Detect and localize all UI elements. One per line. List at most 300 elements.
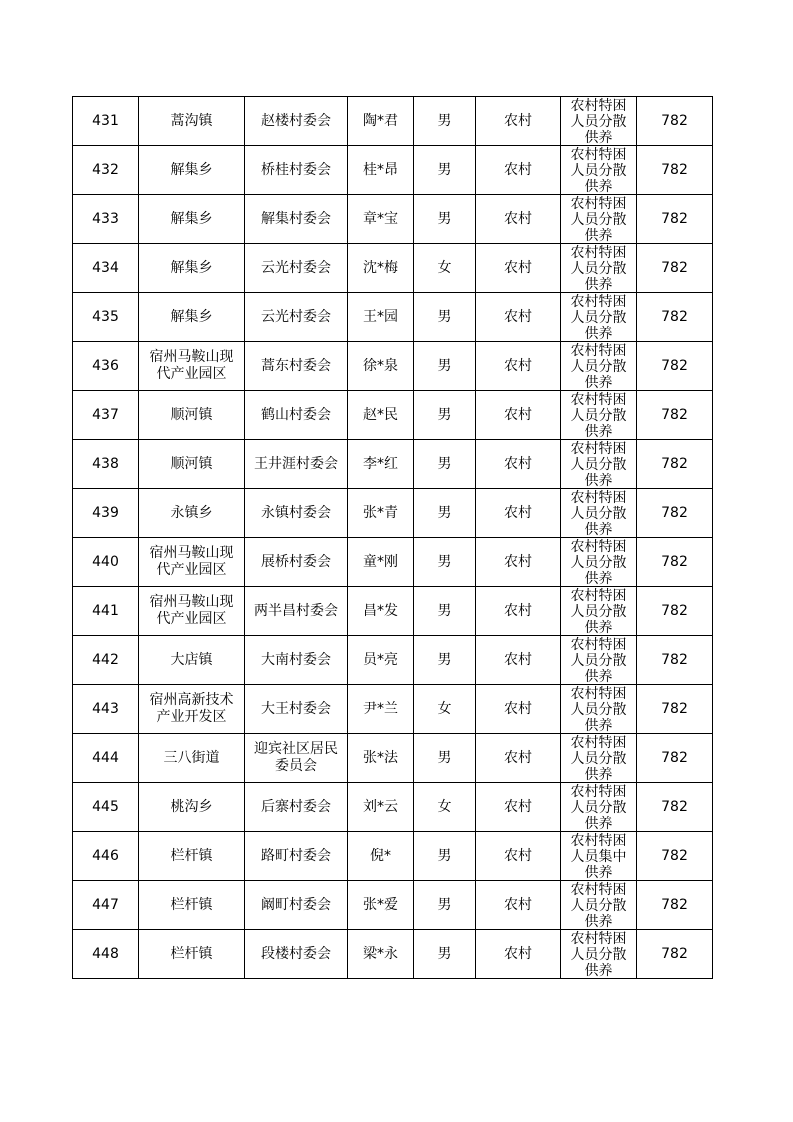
name-cell (348, 881, 414, 930)
village-cell (245, 587, 348, 636)
row-number (73, 636, 139, 685)
category-cell (561, 538, 637, 587)
amount-cell-text: 782 (661, 700, 688, 717)
area-cell (476, 244, 561, 293)
category-cell (561, 587, 637, 636)
village-cell-text: 段楼村委会 (261, 945, 331, 962)
table-row (73, 342, 713, 391)
area-cell (476, 734, 561, 783)
gender-cell (414, 489, 476, 538)
row-number (73, 391, 139, 440)
area-cell-text: 农村 (504, 847, 532, 864)
area-cell-text: 农村 (504, 259, 532, 276)
gender-cell (414, 734, 476, 783)
name-cell (348, 342, 414, 391)
amount-cell (637, 146, 713, 195)
category-cell-text: 农村特困人员分散供养 (570, 539, 627, 586)
category-cell (561, 244, 637, 293)
amount-cell-text: 782 (661, 896, 688, 913)
village-cell (245, 391, 348, 440)
village-cell (245, 489, 348, 538)
table-row (73, 685, 713, 734)
area-cell (476, 146, 561, 195)
name-cell (348, 832, 414, 881)
row-number (73, 342, 139, 391)
gender-cell (414, 832, 476, 881)
gender-cell-text: 男 (437, 357, 452, 374)
name-cell-text: 章*宝 (363, 210, 398, 227)
town-cell (139, 587, 245, 636)
area-cell-text: 农村 (504, 553, 532, 570)
category-cell-text: 农村特困人员分散供养 (570, 196, 627, 243)
area-cell-text: 农村 (504, 161, 532, 178)
row-number (73, 146, 139, 195)
category-cell-text: 农村特困人员分散供养 (570, 147, 627, 194)
row-number-text: 436 (92, 357, 119, 374)
category-cell (561, 146, 637, 195)
gender-cell-text: 男 (437, 504, 452, 521)
category-cell (561, 734, 637, 783)
area-cell-text: 农村 (504, 798, 532, 815)
town-cell-text: 宿州高新技术产业开发区 (149, 692, 234, 725)
name-cell-text: 徐*泉 (363, 357, 398, 374)
village-cell-text: 大王村委会 (261, 700, 331, 717)
town-cell (139, 930, 245, 979)
table-row (73, 636, 713, 685)
category-cell-text: 农村特困人员分散供养 (570, 588, 627, 635)
name-cell (348, 146, 414, 195)
town-cell-text: 宿州马鞍山现代产业园区 (149, 594, 234, 627)
area-cell (476, 587, 561, 636)
name-cell-text: 梁*永 (363, 945, 398, 962)
name-cell-text: 倪* (370, 847, 391, 864)
table-row (73, 195, 713, 244)
category-cell (561, 783, 637, 832)
row-number (73, 832, 139, 881)
town-cell (139, 244, 245, 293)
name-cell-text: 赵*民 (363, 406, 398, 423)
name-cell (348, 930, 414, 979)
name-cell-text: 昌*发 (363, 602, 398, 619)
gender-cell (414, 391, 476, 440)
village-cell-text: 赵楼村委会 (261, 112, 331, 129)
table-row (73, 930, 713, 979)
amount-cell (637, 489, 713, 538)
category-cell-text: 农村特困人员分散供养 (570, 245, 627, 292)
gender-cell-text: 男 (437, 651, 452, 668)
gender-cell-text: 男 (437, 945, 452, 962)
town-cell-text: 解集乡 (170, 259, 213, 276)
row-number (73, 293, 139, 342)
row-number-text: 443 (92, 700, 119, 717)
category-cell (561, 391, 637, 440)
gender-cell (414, 146, 476, 195)
village-cell (245, 881, 348, 930)
village-cell (245, 685, 348, 734)
town-cell (139, 440, 245, 489)
village-cell-text: 阚町村委会 (261, 896, 331, 913)
name-cell (348, 636, 414, 685)
gender-cell (414, 293, 476, 342)
town-cell (139, 881, 245, 930)
category-cell (561, 195, 637, 244)
row-number (73, 538, 139, 587)
table-body (73, 97, 713, 979)
town-cell (139, 489, 245, 538)
gender-cell (414, 97, 476, 146)
category-cell (561, 930, 637, 979)
category-cell (561, 489, 637, 538)
gender-cell-text: 女 (437, 798, 452, 815)
amount-cell-text: 782 (661, 602, 688, 619)
table-row (73, 146, 713, 195)
amount-cell (637, 881, 713, 930)
category-cell (561, 685, 637, 734)
name-cell-text: 尹*兰 (363, 700, 398, 717)
gender-cell (414, 538, 476, 587)
row-number-text: 434 (92, 259, 119, 276)
row-number (73, 244, 139, 293)
row-number (73, 440, 139, 489)
amount-cell-text: 782 (661, 847, 688, 864)
town-cell (139, 734, 245, 783)
area-cell (476, 489, 561, 538)
amount-cell-text: 782 (661, 504, 688, 521)
category-cell-text: 农村特困人员分散供养 (570, 98, 627, 145)
area-cell (476, 293, 561, 342)
village-cell-text: 云光村委会 (261, 308, 331, 325)
amount-cell (637, 734, 713, 783)
table-row (73, 734, 713, 783)
category-cell-text: 农村特困人员集中供养 (570, 833, 627, 880)
area-cell-text: 农村 (504, 749, 532, 766)
amount-cell (637, 636, 713, 685)
area-cell (476, 391, 561, 440)
name-cell (348, 538, 414, 587)
village-cell (245, 538, 348, 587)
gender-cell-text: 男 (437, 406, 452, 423)
gender-cell-text: 男 (437, 847, 452, 864)
category-cell-text: 农村特困人员分散供养 (570, 931, 627, 978)
village-cell-text: 解集村委会 (261, 210, 331, 227)
area-cell (476, 930, 561, 979)
town-cell-text: 解集乡 (170, 210, 213, 227)
town-cell-text: 顺河镇 (170, 455, 213, 472)
area-cell (476, 342, 561, 391)
table-row (73, 538, 713, 587)
amount-cell (637, 783, 713, 832)
town-cell (139, 97, 245, 146)
amount-cell (637, 391, 713, 440)
gender-cell (414, 342, 476, 391)
area-cell-text: 农村 (504, 308, 532, 325)
name-cell (348, 97, 414, 146)
town-cell (139, 832, 245, 881)
gender-cell-text: 男 (437, 112, 452, 129)
amount-cell-text: 782 (661, 553, 688, 570)
town-cell-text: 三八街道 (163, 749, 220, 766)
row-number (73, 734, 139, 783)
table-row (73, 97, 713, 146)
row-number-text: 448 (92, 945, 119, 962)
area-cell (476, 636, 561, 685)
village-cell (245, 146, 348, 195)
name-cell (348, 734, 414, 783)
village-cell (245, 342, 348, 391)
category-cell-text: 农村特困人员分散供养 (570, 343, 627, 390)
village-cell (245, 244, 348, 293)
name-cell-text: 童*刚 (363, 553, 398, 570)
gender-cell (414, 881, 476, 930)
table-row (73, 783, 713, 832)
category-cell-text: 农村特困人员分散供养 (570, 686, 627, 733)
area-cell-text: 农村 (504, 406, 532, 423)
row-number-text: 447 (92, 896, 119, 913)
gender-cell (414, 685, 476, 734)
town-cell-text: 解集乡 (170, 308, 213, 325)
village-cell-text: 后寨村委会 (261, 798, 331, 815)
table-row (73, 489, 713, 538)
category-cell (561, 293, 637, 342)
gender-cell-text: 女 (437, 700, 452, 717)
gender-cell-text: 男 (437, 308, 452, 325)
town-cell (139, 685, 245, 734)
amount-cell-text: 782 (661, 308, 688, 325)
amount-cell (637, 832, 713, 881)
name-cell-text: 张*青 (363, 504, 398, 521)
category-cell (561, 440, 637, 489)
village-cell (245, 930, 348, 979)
row-number-text: 441 (92, 602, 119, 619)
area-cell-text: 农村 (504, 651, 532, 668)
amount-cell (637, 293, 713, 342)
amount-cell (637, 685, 713, 734)
row-number-text: 442 (92, 651, 119, 668)
town-cell (139, 538, 245, 587)
area-cell (476, 538, 561, 587)
category-cell-text: 农村特困人员分散供养 (570, 294, 627, 341)
area-cell (476, 97, 561, 146)
village-cell-text: 蒿东村委会 (261, 357, 331, 374)
name-cell (348, 440, 414, 489)
gender-cell (414, 636, 476, 685)
table-row (73, 587, 713, 636)
row-number-text: 432 (92, 161, 119, 178)
row-number-text: 438 (92, 455, 119, 472)
row-number (73, 685, 139, 734)
name-cell (348, 293, 414, 342)
area-cell (476, 685, 561, 734)
gender-cell (414, 587, 476, 636)
amount-cell-text: 782 (661, 259, 688, 276)
gender-cell (414, 195, 476, 244)
area-cell (476, 440, 561, 489)
gender-cell-text: 女 (437, 259, 452, 276)
amount-cell-text: 782 (661, 798, 688, 815)
area-cell-text: 农村 (504, 945, 532, 962)
row-number (73, 881, 139, 930)
village-cell (245, 293, 348, 342)
name-cell-text: 张*法 (363, 749, 398, 766)
row-number (73, 783, 139, 832)
name-cell (348, 685, 414, 734)
town-cell (139, 342, 245, 391)
amount-cell-text: 782 (661, 455, 688, 472)
village-cell-text: 展桥村委会 (261, 553, 331, 570)
row-number-text: 439 (92, 504, 119, 521)
name-cell (348, 195, 414, 244)
area-cell-text: 农村 (504, 455, 532, 472)
row-number-text: 444 (92, 749, 119, 766)
category-cell-text: 农村特困人员分散供养 (570, 735, 627, 782)
village-cell (245, 734, 348, 783)
category-cell-text: 农村特困人员分散供养 (570, 490, 627, 537)
village-cell-text: 迎宾社区居民委员会 (254, 741, 338, 774)
amount-cell-text: 782 (661, 406, 688, 423)
gender-cell (414, 244, 476, 293)
amount-cell (637, 97, 713, 146)
village-cell-text: 鹤山村委会 (261, 406, 331, 423)
category-cell (561, 636, 637, 685)
category-cell-text: 农村特困人员分散供养 (570, 637, 627, 684)
village-cell (245, 440, 348, 489)
row-number (73, 195, 139, 244)
category-cell-text: 农村特困人员分散供养 (570, 882, 627, 929)
gender-cell (414, 930, 476, 979)
village-cell-text: 王井涯村委会 (254, 455, 338, 472)
category-cell (561, 342, 637, 391)
village-cell-text: 两半昌村委会 (254, 602, 338, 619)
area-cell-text: 农村 (504, 210, 532, 227)
amount-cell (637, 930, 713, 979)
name-cell (348, 489, 414, 538)
gender-cell-text: 男 (437, 749, 452, 766)
category-cell (561, 97, 637, 146)
village-cell (245, 636, 348, 685)
name-cell-text: 王*园 (363, 308, 398, 325)
town-cell-text: 顺河镇 (170, 406, 213, 423)
name-cell (348, 783, 414, 832)
gender-cell-text: 男 (437, 161, 452, 178)
amount-cell (637, 342, 713, 391)
category-cell-text: 农村特困人员分散供养 (570, 784, 627, 831)
town-cell-text: 栏杆镇 (170, 896, 213, 913)
village-cell (245, 97, 348, 146)
village-cell-text: 云光村委会 (261, 259, 331, 276)
row-number-text: 440 (92, 553, 119, 570)
name-cell-text: 李*红 (363, 455, 398, 472)
town-cell (139, 146, 245, 195)
name-cell-text: 陶*君 (363, 112, 398, 129)
amount-cell-text: 782 (661, 945, 688, 962)
area-cell-text: 农村 (504, 112, 532, 129)
amount-cell-text: 782 (661, 161, 688, 178)
gender-cell-text: 男 (437, 553, 452, 570)
town-cell (139, 783, 245, 832)
row-number-text: 446 (92, 847, 119, 864)
name-cell-text: 刘*云 (363, 798, 398, 815)
table-row (73, 391, 713, 440)
row-number-text: 431 (92, 112, 119, 129)
area-cell (476, 832, 561, 881)
amount-cell (637, 538, 713, 587)
village-cell (245, 832, 348, 881)
village-cell-text: 桥桂村委会 (261, 161, 331, 178)
amount-cell-text: 782 (661, 357, 688, 374)
table-row (73, 881, 713, 930)
area-cell (476, 783, 561, 832)
name-cell-text: 张*爱 (363, 896, 398, 913)
gender-cell-text: 男 (437, 602, 452, 619)
area-cell-text: 农村 (504, 357, 532, 374)
area-cell-text: 农村 (504, 602, 532, 619)
category-cell-text: 农村特困人员分散供养 (570, 392, 627, 439)
amount-cell-text: 782 (661, 749, 688, 766)
village-cell-text: 大南村委会 (261, 651, 331, 668)
table-row (73, 440, 713, 489)
data-table (72, 96, 713, 979)
name-cell (348, 587, 414, 636)
gender-cell (414, 783, 476, 832)
area-cell (476, 881, 561, 930)
row-number-text: 445 (92, 798, 119, 815)
area-cell-text: 农村 (504, 504, 532, 521)
town-cell (139, 636, 245, 685)
row-number-text: 433 (92, 210, 119, 227)
village-cell (245, 195, 348, 244)
table-row (73, 832, 713, 881)
town-cell-text: 桃沟乡 (170, 798, 213, 815)
village-cell-text: 永镇村委会 (261, 504, 331, 521)
name-cell (348, 244, 414, 293)
town-cell (139, 391, 245, 440)
row-number (73, 97, 139, 146)
town-cell-text: 宿州马鞍山现代产业园区 (149, 349, 234, 382)
area-cell (476, 195, 561, 244)
village-cell-text: 路町村委会 (261, 847, 331, 864)
row-number-text: 435 (92, 308, 119, 325)
table-row (73, 293, 713, 342)
town-cell-text: 栏杆镇 (170, 945, 213, 962)
gender-cell (414, 440, 476, 489)
gender-cell-text: 男 (437, 896, 452, 913)
amount-cell (637, 440, 713, 489)
row-number (73, 489, 139, 538)
category-cell-text: 农村特困人员分散供养 (570, 441, 627, 488)
village-cell (245, 783, 348, 832)
name-cell-text: 沈*梅 (363, 259, 398, 276)
name-cell-text: 桂*昂 (363, 161, 398, 178)
gender-cell-text: 男 (437, 210, 452, 227)
area-cell-text: 农村 (504, 700, 532, 717)
table-row (73, 244, 713, 293)
name-cell-text: 员*亮 (363, 651, 398, 668)
town-cell-text: 大店镇 (170, 651, 213, 668)
amount-cell (637, 195, 713, 244)
town-cell-text: 蒿沟镇 (170, 112, 213, 129)
amount-cell (637, 587, 713, 636)
town-cell (139, 195, 245, 244)
category-cell (561, 832, 637, 881)
row-number-text: 437 (92, 406, 119, 423)
town-cell-text: 栏杆镇 (170, 847, 213, 864)
name-cell (348, 391, 414, 440)
row-number (73, 930, 139, 979)
amount-cell-text: 782 (661, 651, 688, 668)
amount-cell-text: 782 (661, 112, 688, 129)
area-cell-text: 农村 (504, 896, 532, 913)
gender-cell-text: 男 (437, 455, 452, 472)
